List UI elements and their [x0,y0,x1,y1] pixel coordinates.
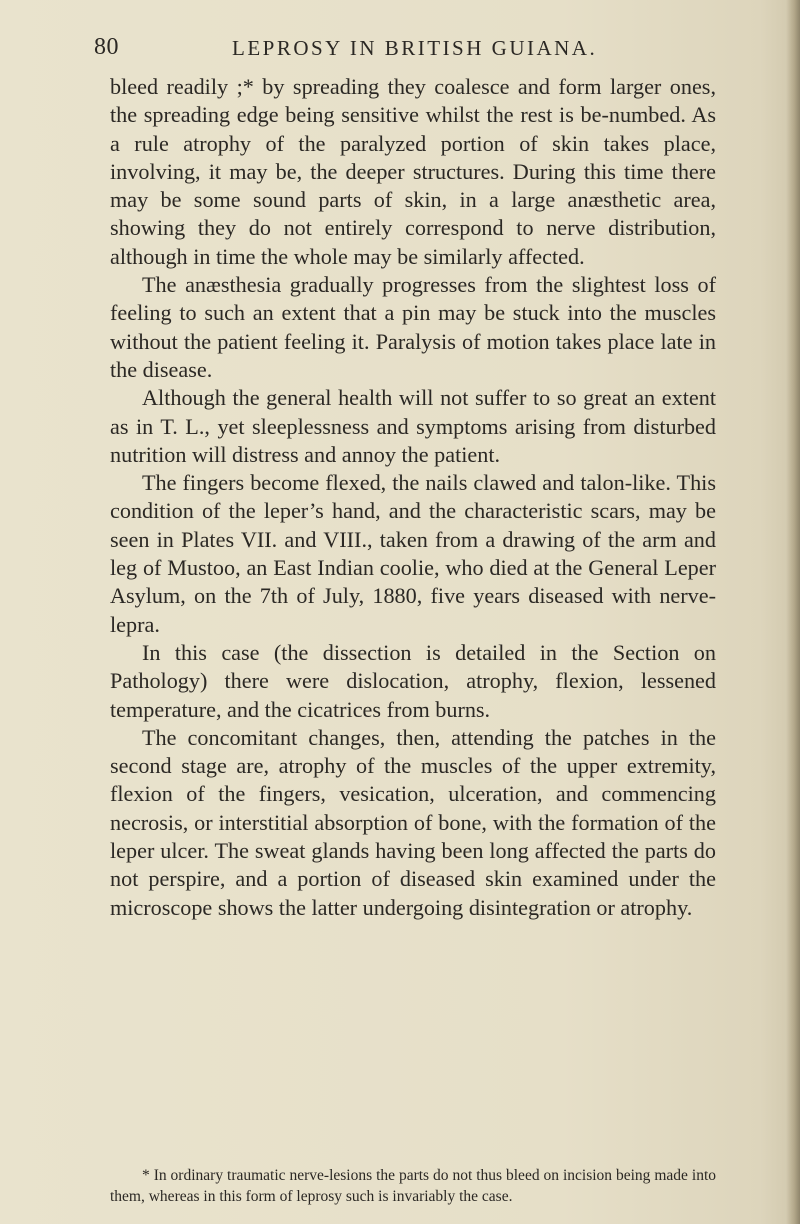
paragraph-6: The concomitant changes, then, attending the patches in the second stage are, atrophy of the muscles of the upper extremity, flexion of the fingers, vesication, ulceration, and commencing necrosis, or interstitial absorption of bone, with the formation of the leper ulcer. The sweat glands having been long affected the parts do not perspire, and a portion of diseased skin examined under the microscope shows the latter undergoing disintegration or atrophy. [110,724,716,920]
running-head: LEPROSY IN BRITISH GUIANA. [232,36,598,60]
page-header [94,34,724,66]
footnote: * In ordinary traumatic nerve-lesions the parts do not thus bleed on incision being made into them, whereas in this form of leprosy such is invariably the case. [110,1167,716,1205]
page-edge-shadow [786,0,800,1224]
body-text [110,73,716,922]
paragraph-1: bleed readily ;* by spreading they coalesce and form larger ones, the spreading edge being sensitive whilst the rest is be-numbed. As a rule atrophy of the paralyzed portion of skin takes place, involving, it may be, the deeper structures. During this time there may be some sound parts of skin, in a large anæsthetic area, showing they do not entirely correspond to nerve distribution, although in time the whole may be similarly affected. [110,74,716,269]
page-number: 80 [94,34,119,60]
paragraph-5: In this case (the dissection is detailed in the Section on Pathology) there were dislocation, atrophy, flexion, lessened temperature, and the cicatrices from burns. [110,639,716,722]
paragraph-4: The fingers become flexed, the nails clawed and talon-like. This condition of the leper’s hand, and the characteristic scars, may be seen in Plates VII. and VIII., taken from a drawing of the arm and leg of Mustoo, an East Indian coolie, who died at the General Leper Asylum, on the 7th of July, 1880, five years diseased with nerve-lepra. [110,470,716,637]
paragraph-3: Although the general health will not suffer to so great an extent as in T. L., yet sleeplessness and symptoms arising from disturbed nutrition will distress and annoy the patient. [110,385,716,467]
paragraph-2: The anæsthesia gradually progresses from the slightest loss of feeling to such an extent that a pin may be stuck into the muscles without the patient feeling it. Paralysis of motion takes place late in the disease. [110,272,716,382]
